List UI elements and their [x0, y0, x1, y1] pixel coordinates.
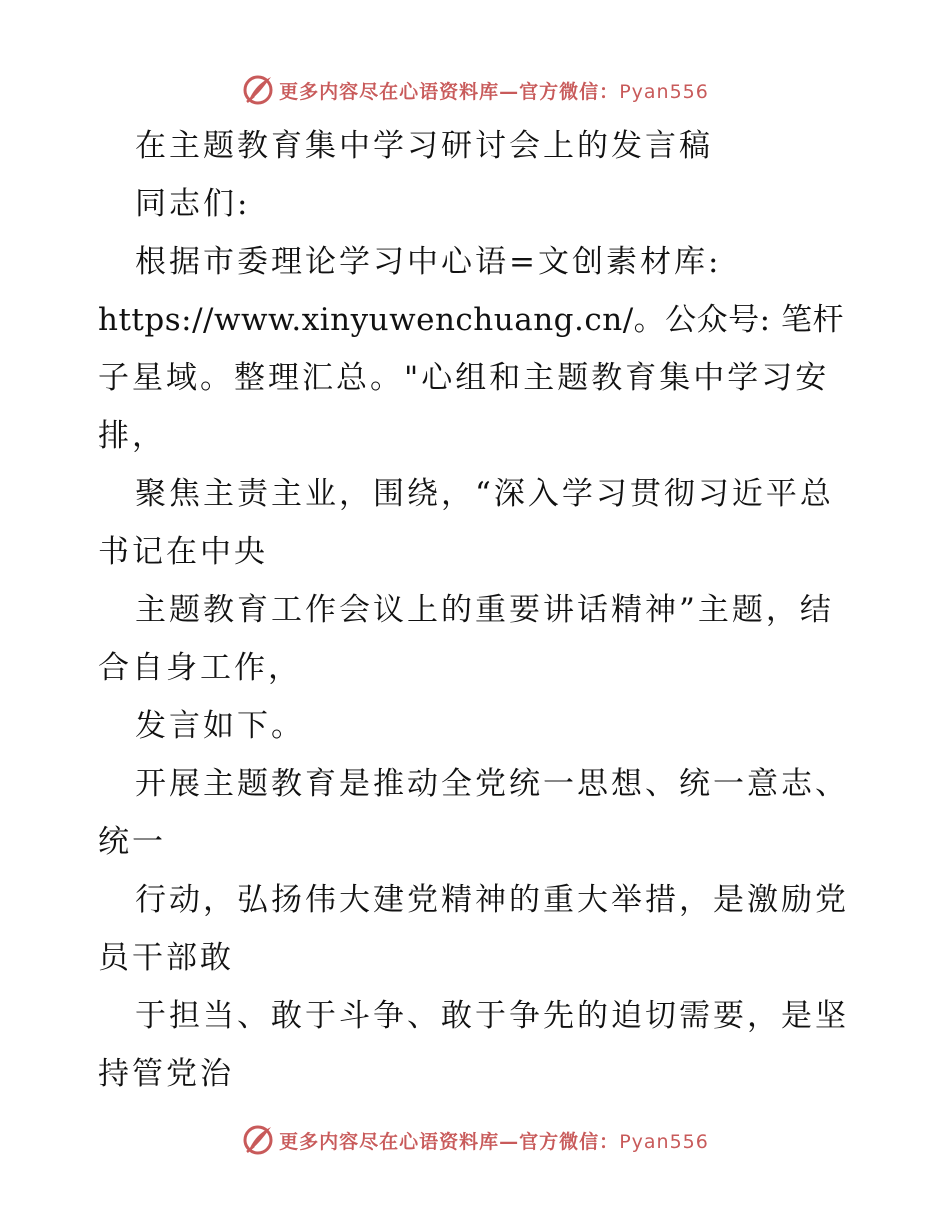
salutation: 同志们:: [135, 186, 251, 222]
paragraph-line: 书记在中央: [98, 534, 268, 570]
feather-logo-icon: [241, 1123, 275, 1157]
watermark-text: 更多内容尽在心语资料库—官方微信：Pyan556: [279, 80, 709, 103]
paragraph-line: 统一: [98, 824, 166, 860]
paragraph-line: 开展主题教育是推动全党统一思想、统一意志、: [135, 766, 849, 802]
paragraph-line: 聚焦主责主业，围绕，“深入学习贯彻习近平总: [135, 476, 834, 512]
paragraph-line: https://www.xinyuwenchuang.cn/。公众号: 笔杆: [98, 302, 844, 338]
paragraph-line: 根据市委理论学习中心语=文创素材库:: [135, 244, 722, 280]
document-title: 在主题教育集中学习研讨会上的发言稿: [135, 128, 713, 164]
paragraph-line: 行动，弘扬伟大建党精神的重大举措，是激励党: [135, 882, 849, 918]
feather-logo-icon: [241, 73, 275, 107]
watermark-text: 更多内容尽在心语资料库—官方微信：Pyan556: [279, 1130, 709, 1153]
paragraph-line: 排，: [98, 418, 166, 454]
paragraph-line: 员干部敢: [98, 940, 234, 976]
paragraph-line: 主题教育工作会议上的重要讲话精神”主题，结: [135, 592, 834, 628]
document-body: [98, 117, 853, 1103]
paragraph-line: 持管党治: [98, 1056, 234, 1092]
paragraph-line: 合自身工作，: [98, 650, 302, 686]
paragraph-line: 发言如下。: [135, 708, 305, 744]
paragraph-line: 于担当、敢于斗争、敢于争先的迫切需要，是坚: [135, 998, 849, 1034]
header-watermark: [0, 70, 950, 110]
footer-watermark: [0, 1120, 950, 1160]
paragraph-line: 子星域。整理汇总。"心组和主题教育集中学习安: [98, 360, 830, 396]
